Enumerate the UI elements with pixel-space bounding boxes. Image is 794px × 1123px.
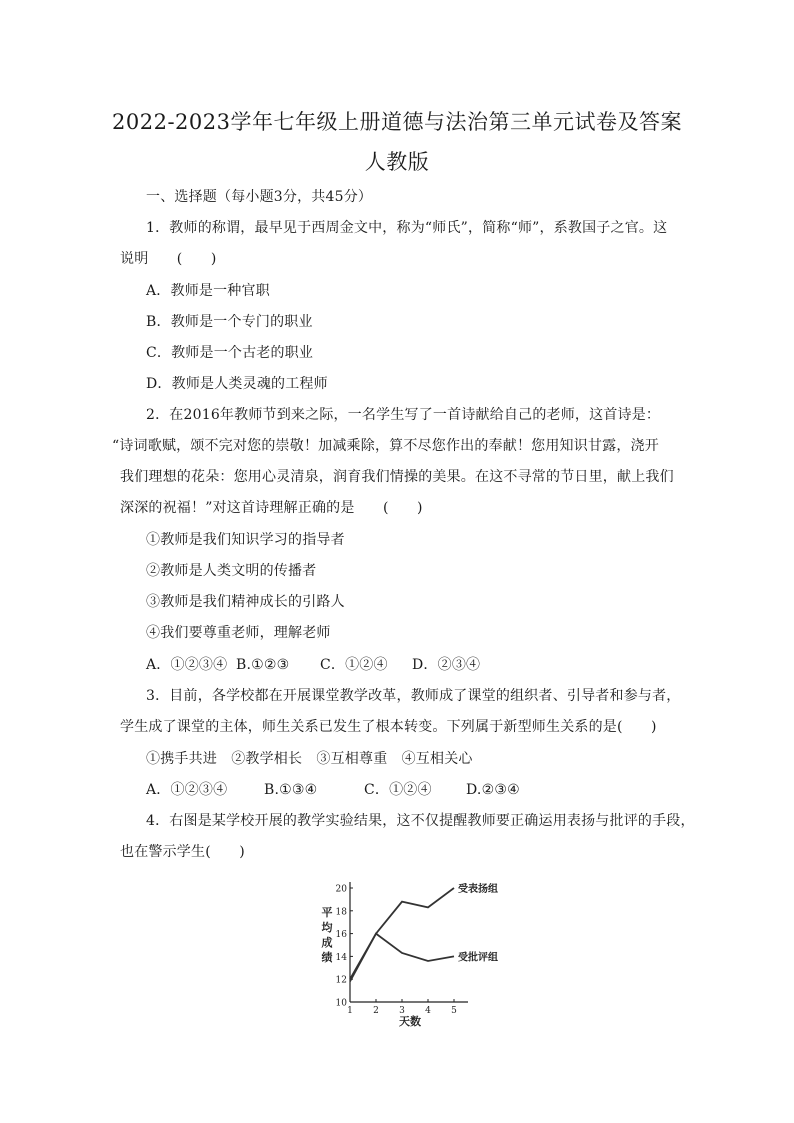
q2-choice-d: D．②③④ xyxy=(412,657,481,673)
q3-items: ①携手共进 ②教学相长 ③互相尊重 ④互相关心 xyxy=(146,751,473,767)
q3-choice-a: A．①②③④ xyxy=(146,782,228,798)
series-line-2 xyxy=(350,934,454,982)
x-tick-label: 4 xyxy=(425,1006,431,1016)
y-label-char: 均 xyxy=(321,921,333,934)
chart-axes xyxy=(350,882,468,1002)
q2-choice-b: B.①②③ xyxy=(236,657,290,673)
q2-choice-a: A．①②③④ xyxy=(146,657,228,673)
q1-option-b: B．教师是一个专门的职业 xyxy=(146,314,313,330)
x-tick-label: 3 xyxy=(399,1006,405,1016)
q2-item-3: ③教师是我们精神成长的引路人 xyxy=(146,594,345,610)
x-tick-label: 1 xyxy=(347,1006,353,1016)
q1-option-a: A．教师是一种官职 xyxy=(146,283,270,299)
y-label-char: 绩 xyxy=(321,951,333,964)
series-label-2: 受批评组 xyxy=(458,952,498,964)
q2-item-1: ①教师是我们知识学习的指导者 xyxy=(146,532,345,548)
section-heading: 一、选择题（每小题3分，共45分） xyxy=(146,189,373,205)
q3-choice-c: C．①②④ xyxy=(364,782,432,798)
q1-option-d: D．教师是人类灵魂的工程师 xyxy=(146,376,328,392)
page-title: 2022-2023学年七年级上册道德与法治第三单元试卷及答案 xyxy=(112,110,682,134)
q1-stem-line1: 1．教师的称谓，最早见于西周金文中，称为“师氏”，简称“师”，系教国子之官。这 xyxy=(146,220,668,236)
q1-stem-line2: 说明 ( ) xyxy=(120,251,217,267)
experiment-line-chart xyxy=(312,872,512,1032)
y-tick-label: 20 xyxy=(335,884,347,895)
series-label-1: 受表扬组 xyxy=(458,884,498,895)
q2-stem-line2: “诗词歌赋，颂不完对您的崇敬！加减乘除，算不尽您作出的奉献！您用知识甘露，浇开 xyxy=(112,438,659,454)
page-subtitle: 人教版 xyxy=(364,150,430,174)
q2-stem-line1: 2．在2016年教师节到来之际，一名学生写了一首诗献给自己的老师，这首诗是： xyxy=(146,407,661,423)
y-label-char: 成 xyxy=(321,936,333,949)
q3-choice-d: D.②③④ xyxy=(466,782,520,798)
q4-stem-line2: 也在警示学生( ) xyxy=(120,844,245,860)
q2-item-4: ④我们要尊重老师，理解老师 xyxy=(146,625,331,641)
q2-item-2: ②教师是人类文明的传播者 xyxy=(146,563,317,579)
y-tick-label: 14 xyxy=(335,952,347,963)
q3-stem-line2: 学生成了课堂的主体，师生关系已发生了根本转变。下列属于新型师生关系的是( ) xyxy=(120,719,657,735)
y-tick-label: 16 xyxy=(335,930,347,941)
series-line-1 xyxy=(350,888,454,979)
q4-stem-line1: 4．右图是某学校开展的教学实验结果，这不仅提醒教师要正确运用表扬与批评的手段， xyxy=(146,813,695,829)
y-tick-label: 18 xyxy=(335,907,347,918)
x-tick-label: 2 xyxy=(373,1006,379,1016)
q2-stem-line4: 深深的祝福！”对这首诗理解正确的是 ( ) xyxy=(120,500,423,516)
q2-choices xyxy=(146,654,480,674)
q3-choices xyxy=(146,779,520,799)
x-axis-label: 天数 xyxy=(399,1015,421,1028)
q2-stem-line3: 我们理想的花朵：您用心灵清泉，润育我们情操的美果。在这不寻常的节日里，献上我们 xyxy=(120,469,674,485)
y-tick-label: 12 xyxy=(335,975,347,986)
x-tick-label: 5 xyxy=(451,1006,457,1016)
q3-stem-line1: 3．目前，各学校都在开展课堂教学改革，教师成了课堂的组织者、引导者和参与者， xyxy=(146,688,681,704)
y-axis-label xyxy=(322,905,334,964)
q3-choice-b: B.①③④ xyxy=(264,782,318,798)
y-label-char: 平 xyxy=(321,906,333,919)
y-tick-label: 10 xyxy=(335,998,347,1009)
q1-option-c: C．教师是一个古老的职业 xyxy=(146,345,314,361)
q2-choice-c: C．①②④ xyxy=(320,657,388,673)
chart-series xyxy=(350,882,498,981)
